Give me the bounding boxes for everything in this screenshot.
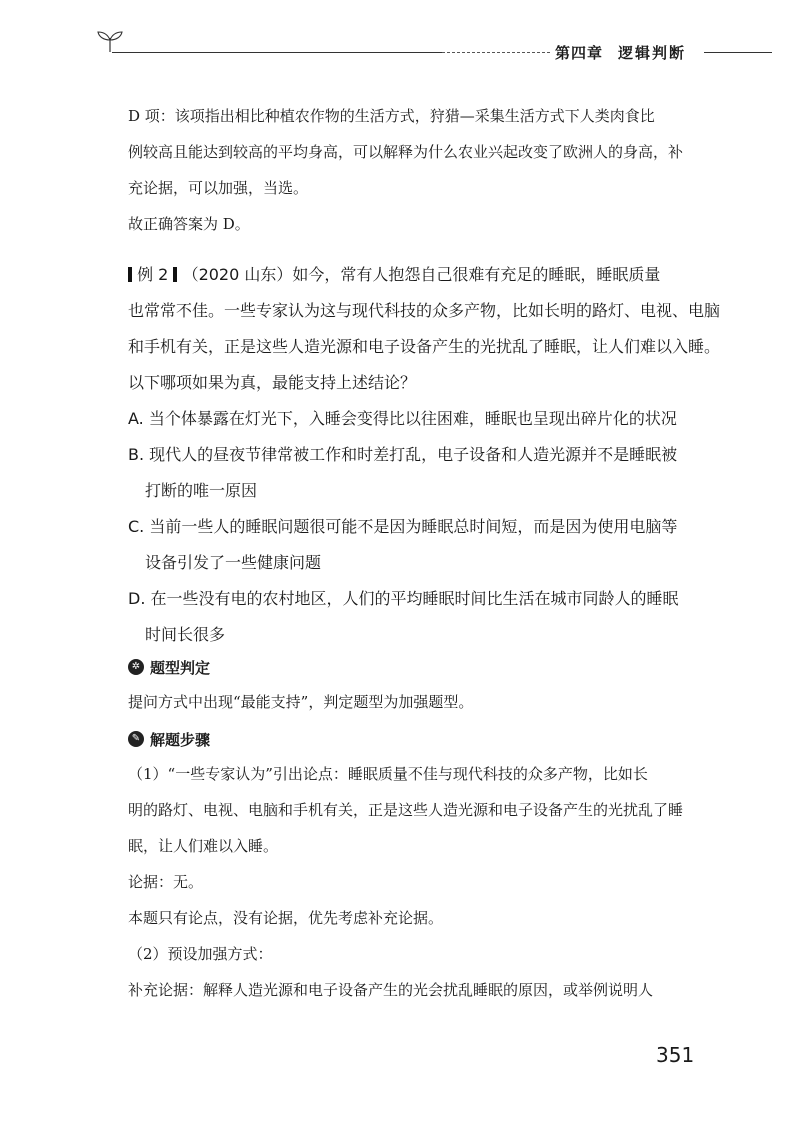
- option-b-cont: 打断的唯一原因: [145, 481, 258, 500]
- example-stem-line: 也常常不佳。一些专家认为这与现代科技的众多产物，比如长明的路灯、电视、电脑: [128, 301, 721, 320]
- evidence-line: 论据：无。: [128, 873, 204, 891]
- question-line: 以下哪项如果为真，最能支持上述结论？: [128, 373, 417, 392]
- option-c-cont: 设备引发了一些健康问题: [145, 553, 322, 572]
- example-stem-first-line: [128, 265, 688, 284]
- example-label: 例 2: [137, 265, 169, 284]
- explanation-line: 充论据，可以加强，当选。: [128, 179, 309, 197]
- step2-heading: （2）预设加强方式：: [128, 945, 273, 963]
- example-stem-line: 如今，常有人抱怨自己很难有充足的睡眠，睡眠质量: [292, 265, 661, 284]
- chapter-title: 逻辑判断: [618, 44, 687, 62]
- option-b: B. 现代人的昼夜节律常被工作和时差打乱，电子设备和人造光源并不是睡眠被: [128, 445, 678, 464]
- example-stem-line: 和手机有关，正是这些人造光源和电子设备产生的光扰乱了睡眠，让人们难以入睡。: [128, 337, 721, 356]
- step2-text: 补充论据：解释人造光源和电子设备产生的光会扰乱睡眠的原因，或举例说明人: [128, 981, 654, 999]
- option-d: D. 在一些没有电的农村地区，人们的平均睡眠时间比生活在城市同龄人的睡眠: [128, 589, 679, 608]
- sprout-icon: [96, 28, 124, 54]
- example-marker-right: [173, 267, 177, 282]
- answer-line: 故正确答案为 D。: [128, 215, 250, 233]
- running-header: [0, 20, 800, 70]
- note-line: 本题只有论点，没有论据，优先考虑补充论据。: [128, 909, 444, 927]
- step1-line: 眠，让人们难以入睡。: [128, 837, 279, 855]
- section-title-type: 题型判定: [150, 659, 211, 677]
- gear-icon: ✲: [128, 659, 144, 675]
- option-a: A. 当个体暴露在灯光下，入睡会变得比以往困难，睡眠也呈现出碎片化的状况: [128, 409, 677, 428]
- section-type-text: 提问方式中出现“最能支持”，判定题型为加强题型。: [128, 693, 474, 711]
- example-source: （2020 山东）: [182, 265, 293, 284]
- explanation-line: 例较高且能达到较高的平均身高，可以解释为什么农业兴起改变了欧洲人的身高，补: [128, 143, 684, 161]
- page-number: 351: [656, 1043, 695, 1067]
- section-title-steps: 解题步骤: [150, 731, 211, 749]
- header-rule: [112, 52, 442, 53]
- explanation-line: D 项：该项指出相比种植农作物的生活方式，狩猎—采集生活方式下人类肉食比: [128, 107, 655, 125]
- option-d-cont: 时间长很多: [145, 625, 226, 644]
- example-marker-left: [128, 267, 132, 282]
- chapter-label: 第四章: [555, 44, 604, 62]
- step1-line: （1）“一些专家认为”引出论点：睡眠质量不佳与现代科技的众多产物，比如长: [128, 765, 648, 783]
- step1-line: 明的路灯、电视、电脑和手机有关，正是这些人造光源和电子设备产生的光扰乱了睡: [128, 801, 684, 819]
- header-tail-rule: [704, 52, 772, 53]
- option-c: C. 当前一些人的睡眠问题很可能不是因为睡眠总时间短，而是因为使用电脑等: [128, 517, 678, 536]
- pencil-icon: ✎: [128, 731, 144, 747]
